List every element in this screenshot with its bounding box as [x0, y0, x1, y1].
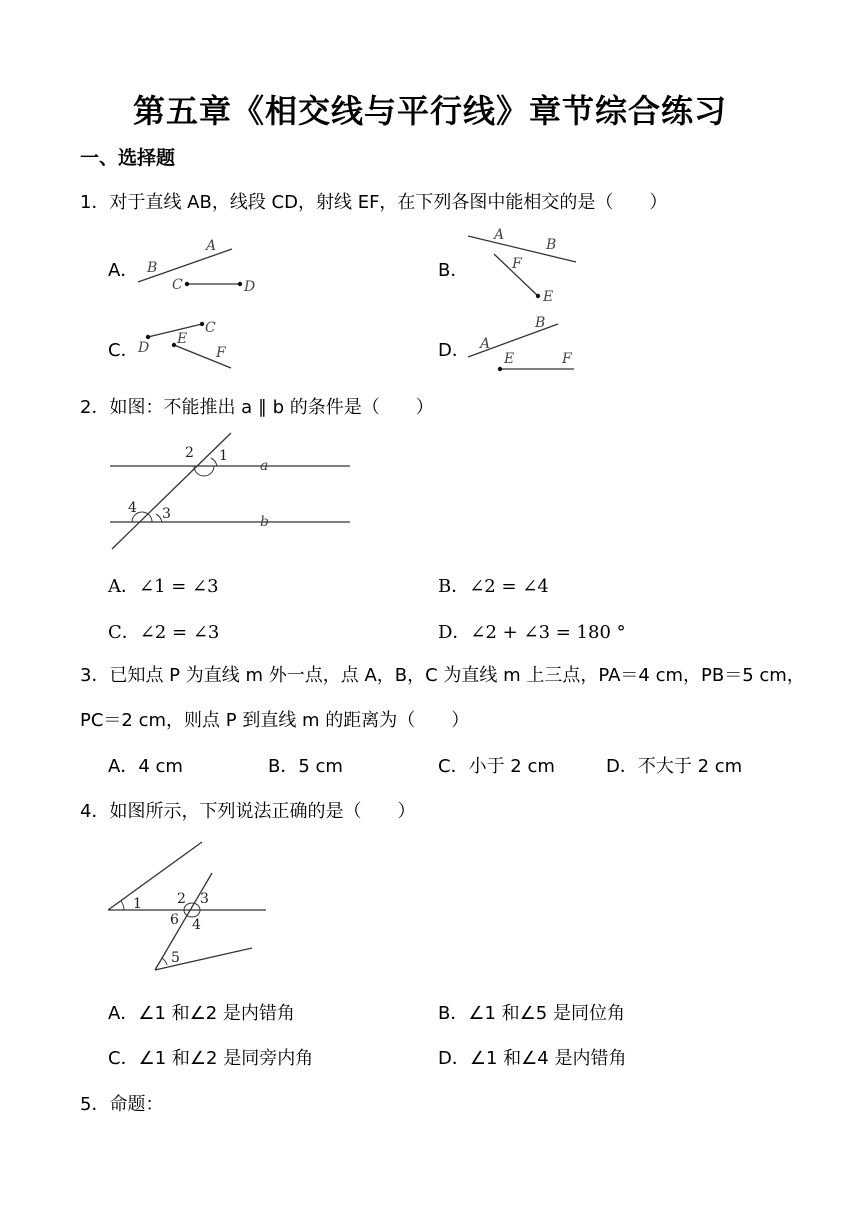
q2-angle-3-label: 3 — [162, 506, 171, 522]
q2-angle-2-label: 2 — [185, 445, 194, 461]
q4-angle-5-label: 5 — [171, 950, 180, 966]
q1a-label-b: B — [147, 260, 158, 276]
q2-angle-4-label: 4 — [128, 500, 137, 516]
q1-figure-c — [130, 312, 260, 377]
q1d-label-b: B — [535, 315, 546, 331]
q4-angle-1-label: 1 — [133, 896, 142, 912]
q1b-label-e: E — [543, 289, 554, 305]
question-3-stem-line-1: 3．已知点 P 为直线 m 外一点，点 A，B，C 为直线 m 上三点，PA＝4 cm，PB＝5 cm， — [80, 665, 805, 686]
q1d-label-e: E — [504, 351, 515, 367]
q2-option-c: C．∠2 = ∠3 — [108, 622, 220, 643]
q4-angle-4-label: 4 — [192, 917, 201, 933]
q1-figure-d — [460, 312, 590, 377]
q1a-label-d: D — [244, 279, 256, 295]
q1-option-d-label: D． — [438, 340, 470, 361]
q2-option-b: B．∠2 = ∠4 — [438, 576, 549, 597]
q1-figure-b — [460, 226, 590, 306]
section-heading: 一、选择题 — [80, 147, 176, 169]
q3-option-a: A．4 cm — [108, 756, 183, 777]
q4-angle-2-label: 2 — [177, 891, 186, 907]
q3-option-c: C．小于 2 cm — [438, 756, 555, 777]
q1c-label-d: D — [138, 340, 150, 356]
q1b-label-f: F — [512, 256, 522, 272]
q2-parallel-lines-figure — [100, 428, 290, 558]
q4-angle-6-label: 6 — [170, 912, 179, 928]
question-3-stem-line-2: PC＝2 cm，则点 P 到直线 m 的距离为（ ） — [80, 710, 470, 731]
q4-angles-figure — [100, 835, 275, 980]
q3-option-b: B．5 cm — [268, 756, 343, 777]
q1c-label-f: F — [216, 345, 226, 361]
q1c-label-c: C — [205, 320, 216, 336]
q1-figure-a — [130, 232, 270, 302]
question-1-stem: 1．对于直线 AB，线段 CD，射线 EF，在下列各图中能相交的是（ ） — [80, 192, 668, 213]
page-title: 第五章《相交线与平行线》章节综合练习 — [132, 92, 727, 130]
q1a-label-a: A — [206, 238, 217, 254]
q4-option-c: C．∠1 和∠2 是同旁内角 — [108, 1048, 314, 1069]
q2-line-a-label: a — [260, 458, 269, 474]
q4-option-d: D．∠1 和∠4 是内错角 — [438, 1048, 627, 1069]
q4-option-b: B．∠1 和∠5 是同位角 — [438, 1003, 625, 1024]
q2-line-b-label: b — [260, 514, 269, 530]
q1a-label-c: C — [172, 277, 183, 293]
q2-angle-1-label: 1 — [219, 448, 228, 464]
q3-option-d: D．不大于 2 cm — [606, 756, 743, 777]
q1d-label-a: A — [480, 336, 491, 352]
q1-option-a-label: A． — [108, 260, 139, 281]
q1b-label-a: A — [494, 227, 505, 243]
q2-option-a: A．∠1 = ∠3 — [108, 576, 219, 597]
q1b-label-b: B — [546, 237, 557, 253]
q1-option-b-label: B． — [438, 260, 469, 281]
q4-option-a: A．∠1 和∠2 是内错角 — [108, 1003, 295, 1024]
question-5-stem: 5．命题： — [80, 1094, 164, 1115]
q1d-label-f: F — [562, 351, 572, 367]
q4-angle-3-label: 3 — [200, 891, 209, 907]
question-2-stem: 2．如图：不能推出 a ∥ b 的条件是（ ） — [80, 397, 434, 418]
question-4-stem: 4．如图所示，下列说法正确的是（ ） — [80, 801, 416, 822]
q1c-label-e: E — [177, 331, 188, 347]
q1-option-c-label: C． — [108, 340, 139, 361]
q2-option-d: D．∠2 + ∠3 = 180 ° — [438, 622, 626, 643]
